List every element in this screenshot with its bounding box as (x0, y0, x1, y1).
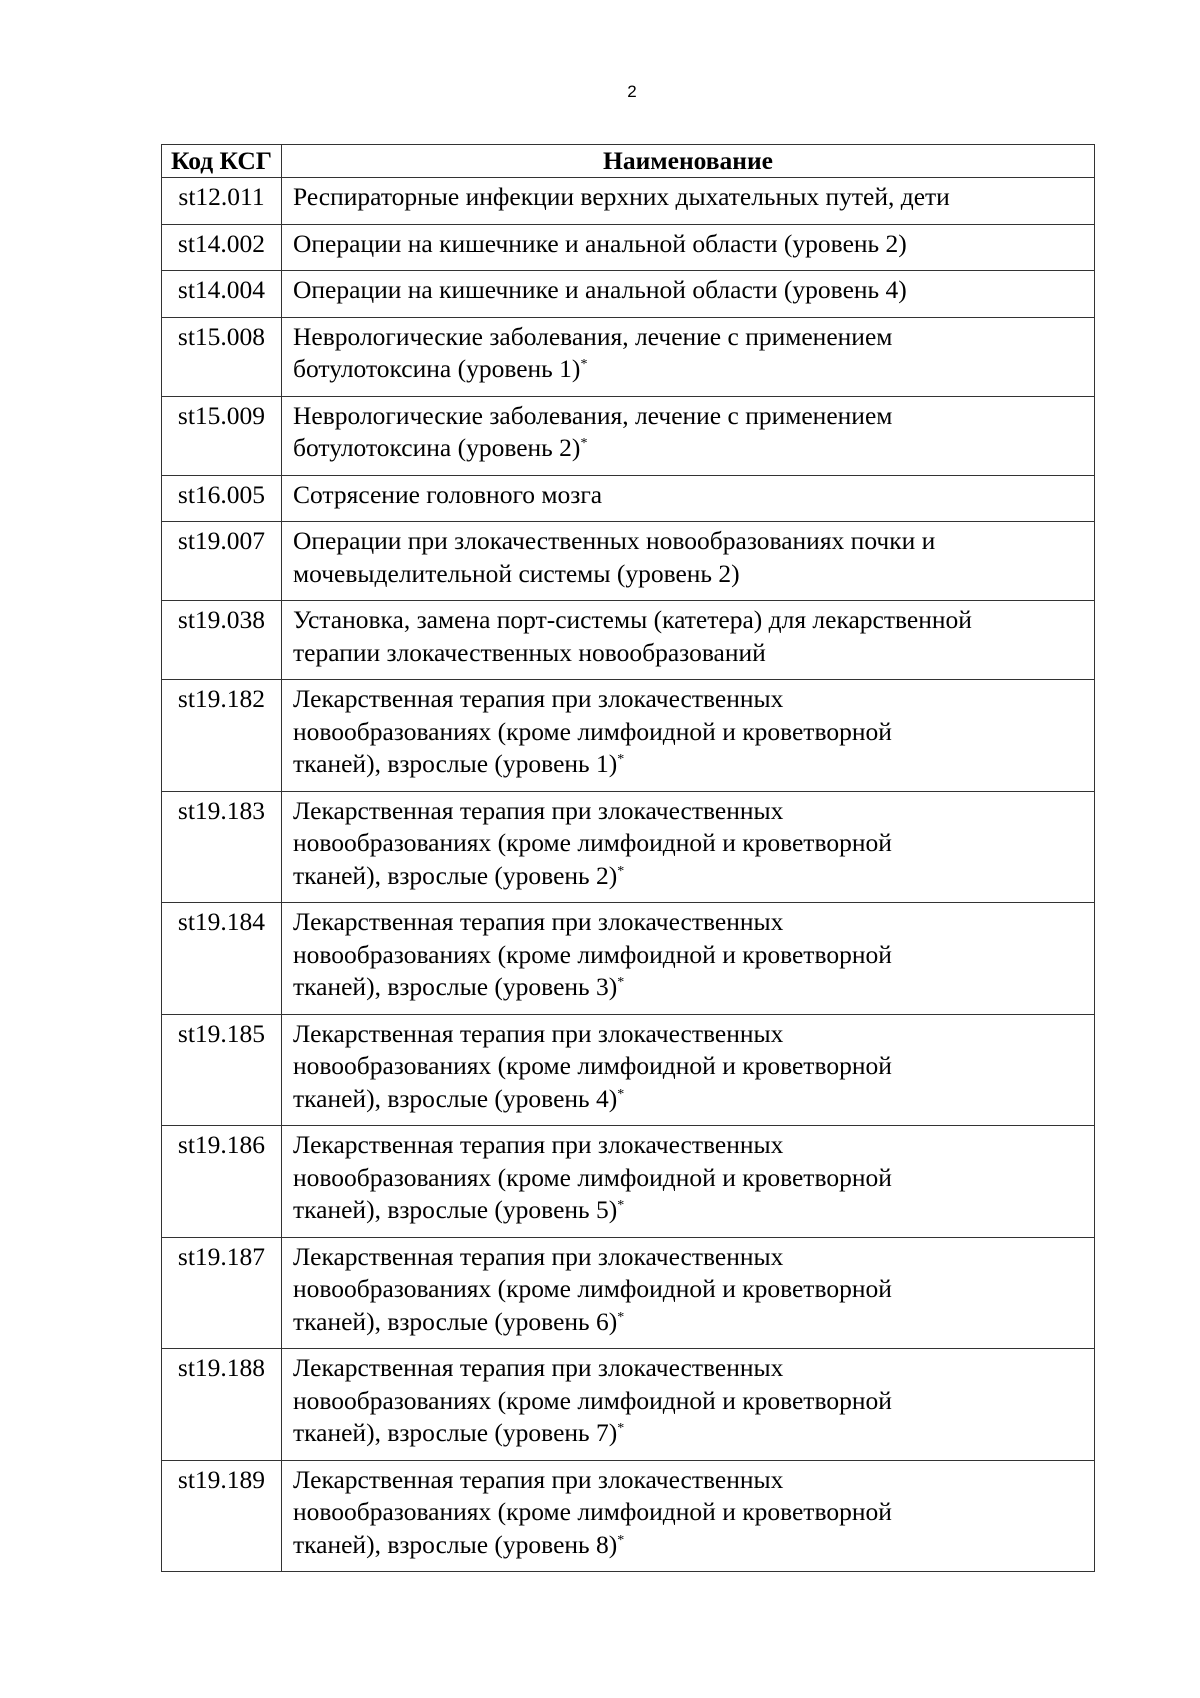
table-header-row (162, 145, 1095, 178)
ksg-name-text: новообразованиях (кроме лимфоидной и кроветворной (293, 1497, 892, 1526)
footnote-mark: * (617, 1532, 625, 1548)
ksg-name (282, 224, 1095, 271)
table-row (162, 475, 1095, 522)
ksg-name-line (293, 1050, 1084, 1083)
ksg-name-line (293, 353, 1084, 386)
ksg-code: st19.183 (162, 791, 282, 903)
ksg-name-text: новообразованиях (кроме лимфоидной и кроветворной (293, 1385, 892, 1415)
ksg-name-line (293, 906, 1084, 939)
ksg-name-line (293, 479, 1084, 512)
table-row (162, 903, 1095, 1015)
ksg-name-line (293, 748, 1084, 781)
footnote-mark: * (580, 436, 588, 451)
ksg-name (282, 1014, 1095, 1126)
ksg-name (282, 475, 1095, 522)
ksg-name-text: мочевыделительной системы (уровень 2) (293, 558, 740, 588)
ksg-name-line (293, 1162, 1084, 1195)
ksg-name (282, 317, 1095, 396)
table-row (162, 396, 1095, 475)
ksg-name-line (293, 971, 1084, 1004)
ksg-code: st16.005 (162, 475, 282, 522)
ksg-name-line (293, 637, 1084, 670)
ksg-name-text: тканей), взрослые (уровень 8) (293, 1529, 618, 1559)
table-row (162, 601, 1095, 680)
table-row (162, 1014, 1095, 1126)
table-row (162, 1126, 1095, 1238)
ksg-name-text: Лекарственная терапия при злокачественных (293, 907, 784, 936)
ksg-name-line (293, 1018, 1084, 1051)
ksg-name-line (293, 1129, 1084, 1162)
table-row (162, 178, 1095, 225)
ksg-name-line (293, 321, 1084, 354)
footnote-mark: * (580, 357, 588, 372)
ksg-name-text: новообразованиях (кроме лимфоидной и кроветворной (293, 1051, 892, 1080)
ksg-name-text: тканей), взрослые (уровень 7) (293, 1418, 618, 1447)
ksg-name-line (293, 795, 1084, 828)
ksg-name-line (293, 1496, 1084, 1529)
ksg-code: st19.038 (162, 601, 282, 680)
ksg-name-line (293, 1241, 1084, 1274)
ksg-name-text: новообразованиях (кроме лимфоидной и кроветворной (293, 1274, 892, 1303)
ksg-name-line (293, 1273, 1084, 1306)
ksg-code: st19.188 (162, 1349, 282, 1461)
ksg-code: st15.009 (162, 396, 282, 475)
ksg-name (282, 522, 1095, 601)
ksg-name-text: Лекарственная терапия при злокачественных (293, 1130, 784, 1159)
ksg-code: st19.007 (162, 522, 282, 601)
ksg-code: st12.011 (162, 178, 282, 225)
ksg-name-line (293, 525, 1084, 558)
ksg-name-line (293, 1194, 1084, 1227)
ksg-name-line (293, 1385, 1084, 1418)
ksg-name (282, 396, 1095, 475)
table-row (162, 1237, 1095, 1349)
ksg-name (282, 1126, 1095, 1238)
ksg-name (282, 903, 1095, 1015)
ksg-name (282, 1460, 1095, 1572)
footnote-mark: * (617, 752, 625, 767)
ksg-name-text: новообразованиях (кроме лимфоидной и кроветворной (293, 939, 892, 969)
footnote-mark: * (617, 1198, 625, 1213)
ksg-name-text: новообразованиях (кроме лимфоидной и кроветворной (293, 828, 892, 857)
ksg-name-text: ботулотоксина (уровень 2) (293, 433, 581, 462)
ksg-name-line (293, 1306, 1084, 1339)
ksg-name-text: терапии злокачественных новообразований (293, 637, 766, 667)
ksg-name (282, 680, 1095, 792)
ksg-name-line (293, 1529, 1084, 1562)
table-row (162, 317, 1095, 396)
ksg-name (282, 1349, 1095, 1461)
ksg-name-line (293, 860, 1084, 893)
ksg-name-line (293, 604, 1084, 637)
ksg-name-text: тканей), взрослые (уровень 5) (293, 1195, 618, 1224)
footnote-mark: * (617, 975, 625, 990)
ksg-name-text: Установка, замена порт-системы (катетера) для лекарственной (293, 605, 972, 634)
table-row (162, 1460, 1095, 1572)
footnote-mark: * (617, 863, 625, 879)
ksg-name-text: Респираторные инфекции верхних дыхательных путей, дети (293, 182, 950, 211)
ksg-name-line (293, 558, 1084, 591)
ksg-name-text: новообразованиях (кроме лимфоидной и кроветворной (293, 1162, 892, 1192)
ksg-name-text: Неврологические заболевания, лечение с применением (293, 321, 893, 351)
ksg-name-text: Операции при злокачественных новообразованиях почки и (293, 526, 936, 555)
ksg-name-line (293, 432, 1084, 465)
ksg-name-line (293, 1352, 1084, 1385)
header-code: Код КСГ (162, 145, 282, 178)
ksg-name-line (293, 274, 1084, 307)
ksg-code: st14.002 (162, 224, 282, 271)
ksg-name-text: Операции на кишечнике и анальной области (уровень 2) (293, 228, 907, 258)
ksg-name-text: новообразованиях (кроме лимфоидной и кроветворной (293, 716, 892, 746)
ksg-name (282, 1237, 1095, 1349)
ksg-name (282, 601, 1095, 680)
ksg-name-line (293, 716, 1084, 749)
footnote-mark: * (617, 1421, 625, 1436)
ksg-name-text: ботулотоксина (уровень 1) (293, 354, 581, 383)
table-row (162, 680, 1095, 792)
ksg-name-text: Операции на кишечнике и анальной области (уровень 4) (293, 275, 907, 304)
ksg-name-line (293, 228, 1084, 261)
ksg-name-line (293, 1417, 1084, 1450)
table-body (162, 178, 1095, 1572)
ksg-name (282, 271, 1095, 318)
ksg-name-text: Лекарственная терапия при злокачественных (293, 1464, 784, 1494)
ksg-name-text: тканей), взрослые (уровень 6) (293, 1306, 618, 1336)
page-number: 2 (627, 82, 637, 101)
header-name: Наименование (282, 145, 1095, 178)
ksg-name-text: Лекарственная терапия при злокачественных (293, 795, 784, 825)
ksg-code: st19.185 (162, 1014, 282, 1126)
ksg-name-line (293, 939, 1084, 972)
table-row (162, 271, 1095, 318)
ksg-code: st19.189 (162, 1460, 282, 1572)
table-row (162, 224, 1095, 271)
ksg-name-line (293, 181, 1084, 214)
ksg-name-line (293, 827, 1084, 860)
table-row (162, 1349, 1095, 1461)
ksg-name-line (293, 1083, 1084, 1116)
table-row (162, 522, 1095, 601)
ksg-name-text: тканей), взрослые (уровень 2) (293, 860, 618, 890)
ksg-name-text: Лекарственная терапия при злокачественных (293, 1353, 784, 1382)
ksg-name-line (293, 1464, 1084, 1497)
ksg-name-line (293, 400, 1084, 433)
ksg-name-text: Сотрясение головного мозга (293, 479, 603, 509)
ksg-code: st19.182 (162, 680, 282, 792)
ksg-name-text: Неврологические заболевания, лечение с применением (293, 400, 893, 430)
ksg-name (282, 791, 1095, 903)
ksg-table (161, 144, 1095, 1572)
ksg-code: st19.187 (162, 1237, 282, 1349)
ksg-code: st19.184 (162, 903, 282, 1015)
ksg-code: st19.186 (162, 1126, 282, 1238)
ksg-name-text: тканей), взрослые (уровень 3) (293, 972, 618, 1001)
ksg-name-text: тканей), взрослые (уровень 4) (293, 1083, 618, 1113)
table-row (162, 791, 1095, 903)
ksg-name-text: Лекарственная терапия при злокачественных (293, 1241, 784, 1271)
ksg-name-text: тканей), взрослые (уровень 1) (293, 749, 618, 778)
ksg-name (282, 178, 1095, 225)
ksg-code: st15.008 (162, 317, 282, 396)
ksg-name-text: Лекарственная терапия при злокачественных (293, 1018, 784, 1048)
ksg-code: st14.004 (162, 271, 282, 318)
footnote-mark: * (617, 1309, 625, 1325)
ksg-name-line (293, 683, 1084, 716)
footnote-mark: * (617, 1086, 625, 1102)
ksg-name-text: Лекарственная терапия при злокачественных (293, 684, 784, 713)
